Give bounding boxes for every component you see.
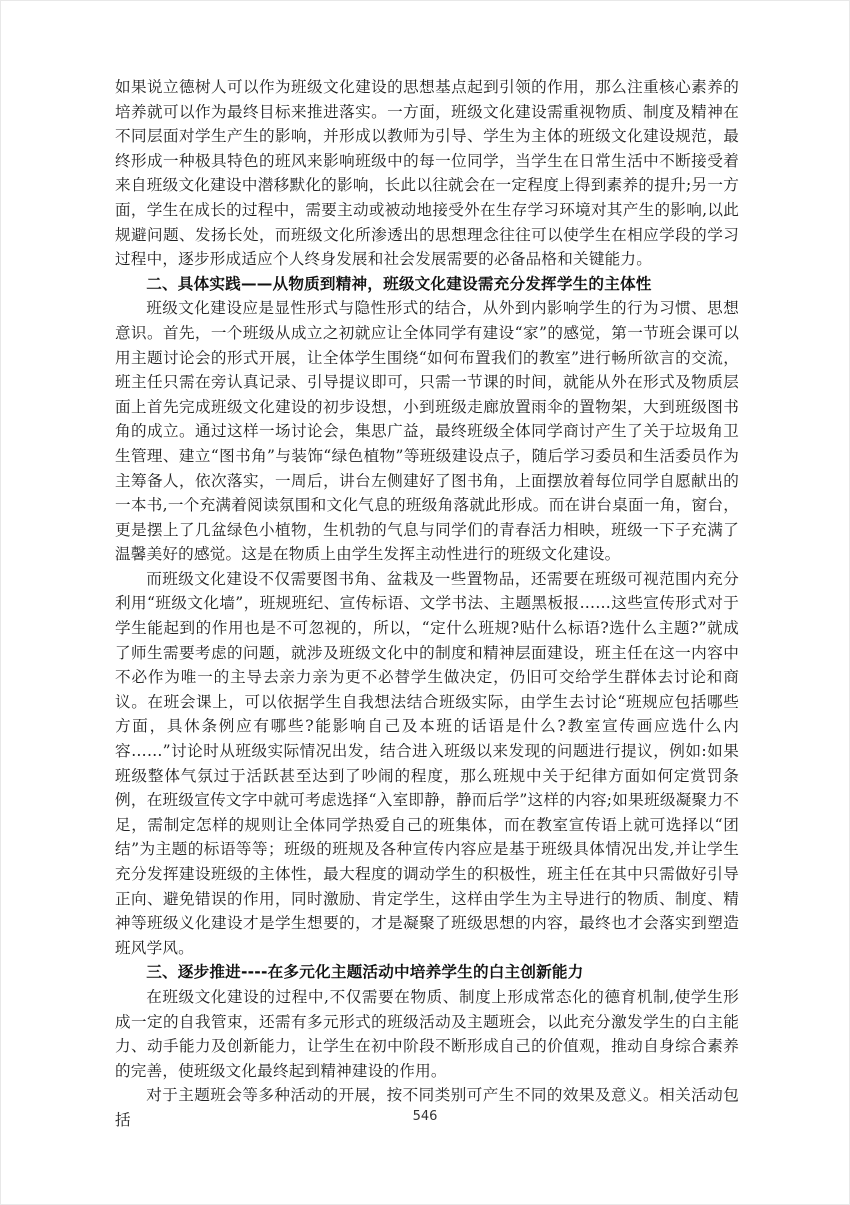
paragraph-institution-spirit: 而班级文化建设不仅需要图书角、盆栽及一些置物品，还需要在班级可视范围内充分利用“班级文化墙”，班规班纪、宣传标语、文学书法、主题黑板报……这些宣传形式对于学生能起到的作用也是不可忽视的，所以，“定什么班规?贴什么标语?选什么主题?”就成了师生需要考虑的问题，就涉及班级文化中的制度和精神层面建设，班主任在这一内容中不必作为唯一的主导去亲力亲为更不必替学生做决定，仍旧可交给学生群体去讨论和商议。在班会课上，可以依据学生自我想法结合班级实际，由学生去讨论“班规应包括哪些方面，具休条例应有哪些?能影响自己及本班的话语是什么?教室宣传画应选什么内容……”讨论时从班级实际情况出发，结合进入班级以来发现的问题进行提议，例如:如果班级整体气氛过于活跃甚至达到了吵闹的程度，那么班规中关于纪律方面如何定赏罚条例，在班级宣传文字中就可考虑选择“入室即静，静而后学”这样的内容;如果班级凝聚力不足，需制定怎样的规则让全体同学热爱自己的班集体，而在教室宣传语上就可选择以“团结”为主题的标语等等；班级的班规及各种宣传内容应是基于班级具体情况出发,并让学生充分发挥建设班级的主体性，最大程度的调动学生的积极性，班主任在其中只需做好引导正向、避免错误的作用，同时激励、肯定学生，这样由学生为主导进行的物质、制度、精神等班级义化建设才是学生想要的，才是凝聚了班级思想的内容，最终也才会落实到塑造班风学风。: [115, 569, 739, 957]
document-body: [115, 75, 739, 1133]
section-heading-3: 三、逐步推进----在多元化主题活动中培养学生的白主创新能力: [146, 963, 584, 982]
page-number: 546: [412, 1109, 438, 1124]
paragraph-material-construction: 班级文化建设应是显性形式与隐性形式的结合，从外到内影响学生的行为习惯、思想意识。首先，一个班级从成立之初就应让全体同学有建设“家”的感觉，第一节班会课可以用主题讨论会的形式开展，让全体学生围绕“如何布置我们的教室”进行畅所欲言的交流，班主任只需在旁认真记录、引导提议即可，只需一节课的时间，就能从外在形式及物质层面上首先完成班级文化建设的初步设想，小到班级走廊放置雨伞的置物架，大到班级图书角的成立。通过这样一场讨论会，集思广益，最终班级全体同学商讨产生了关于垃圾角卫生管理、建立“图书角”与装饰“绿色植物”等班级建设点子，随后学习委员和生活委员作为主筹备人，依次落实，一周后，讲台左侧建好了图书角，上面摆放着每位同学自愿献出的一本书,一个充满着阅读氛围和文化气息的班级角落就此形成。而在讲台桌面一角，窗台，更是摆上了几盆绿色小植物，生机勃的气息与同学们的青春活力相映，班级一下子充满了温馨美好的感觉。这是在物质上由学生发挥主动性进行的班级文化建设。: [115, 299, 739, 564]
paragraph-moral-mechanism: 在班级文化建设的过程中,不仅需要在物质、制度上形成常态化的德育机制,使学生形成一定的自我管束，还需有多元形式的班级活动及主题班会，以此充分激发学生的白主能力、动手能力及创新能力，让学生在初中阶段不断形成自己的价值观，推动自身综合素养的完善，使班级文化最终起到精神建设的作用。: [115, 987, 739, 1080]
section-heading-2: 二、具体实践——从物质到精神，班级文化建设需充分发挥学生的主体性: [146, 274, 652, 293]
paragraph-theme-activities: 对于主题班会等多种活动的开展，按不同类别可产生不同的效果及意义。相关活动包括: [115, 1086, 739, 1129]
paragraph-core-literacy: 如果说立德树人可以作为班级文化建设的思想基点起到引领的作用，那么注重核心素养的培养就可以作为最终目标来推进落实。一方面，班级文化建设需重视物质、制度及精神在不同层面对学生产生的影响，并形成以教师为引导、学生为主体的班级文化建设规范，最终形成一种极具特色的班风来影响班级中的每一位同学，当学生在日常生活中不断接受着来自班级文化建设中潜移默化的影响，长此以往就会在一定程度上得到素养的提升;另一方面，学生在成长的过程中，需要主动或被动地接受外在生存学习环境对其产生的影响,以此规避问题、发扬长处，而班级文化所渗透出的思想理念往往可以使学生在相应学段的学习过程中，逐步形成适应个人终身发展和社会发展需要的必备品格和关键能力。: [115, 78, 739, 269]
